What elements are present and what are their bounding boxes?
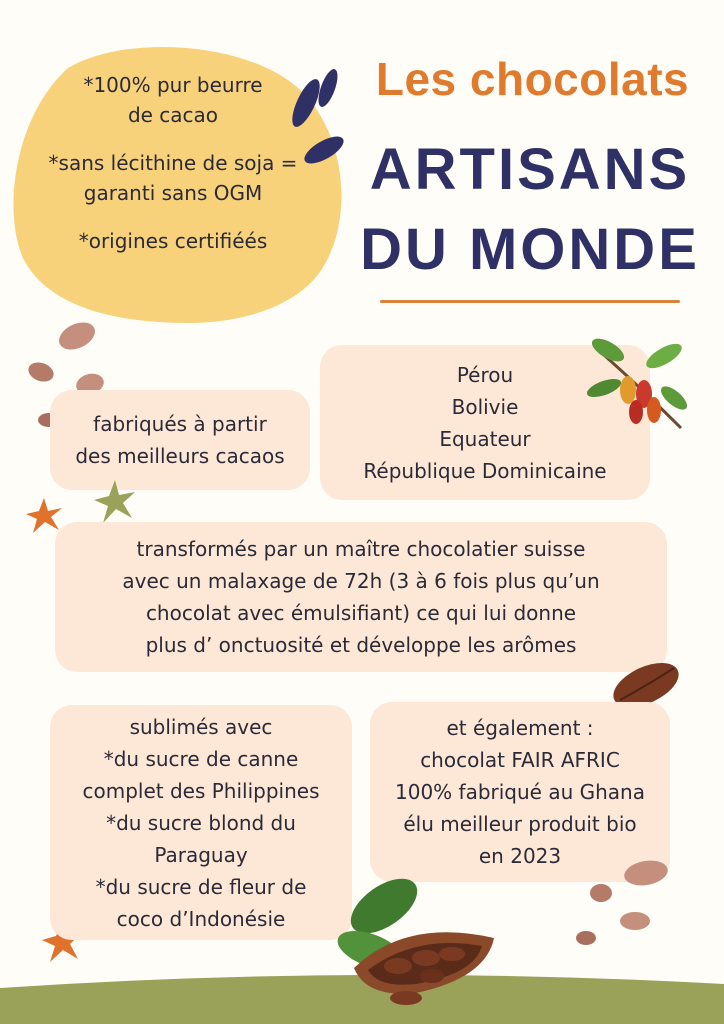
country-item: République Dominicaine (363, 458, 607, 483)
leaf-icon (284, 58, 354, 168)
feature-item: garanti sans OGM (83, 181, 263, 205)
africa-line: élu meilleur produit bio (403, 812, 637, 836)
title-du-monde: DU MONDE (360, 217, 700, 282)
process-line: transformés par un maître chocolatier suisse (136, 537, 586, 561)
title-line-1: Les chocolats (375, 53, 690, 105)
cocoa-bean-icon (26, 358, 56, 386)
country-item: Pérou (456, 362, 514, 387)
origin-line: fabriqués à partir (93, 412, 267, 436)
africa-line: chocolat FAIR AFRIC (420, 748, 620, 772)
sugar-card (50, 705, 352, 940)
feature-item: de cacao (127, 103, 219, 127)
process-card (55, 522, 667, 672)
title-divider (380, 300, 680, 303)
process-line: avec un malaxage de 72h (3 à 6 fois plus qu’un (122, 569, 600, 593)
sugar-line: Paraguay (154, 842, 248, 867)
title-line-2 (360, 135, 700, 285)
feature-item: *origines certifiéés (78, 229, 268, 253)
origin-card (50, 390, 310, 490)
star-icon (92, 478, 138, 526)
cocoa-bean-icon (622, 856, 670, 890)
features-list (28, 70, 318, 256)
process-line: plus d’ onctuosité et développe les arômes (145, 633, 577, 657)
africa-line: et également : (446, 716, 594, 740)
country-item: Bolivie (451, 394, 519, 419)
sugar-line: *du sucre de canne (103, 746, 299, 771)
feature-item: *sans lécithine de soja = (48, 151, 298, 175)
country-item: Equateur (439, 426, 531, 451)
sugar-line: sublimés avec (129, 714, 273, 739)
fair-afric-card (370, 702, 670, 882)
africa-line: en 2023 (478, 844, 562, 868)
cocoa-bean-icon (588, 880, 614, 906)
title-artisans: ARTISANS (369, 137, 691, 202)
africa-line: 100% fabriqué au Ghana (395, 780, 645, 804)
cocoa-bean-icon (618, 908, 652, 934)
sugar-line: *du sucre de fleur de (95, 874, 307, 899)
process-line: chocolat avec émulsifiant) ce qui lui donne (145, 601, 577, 625)
cocoa-pod-icon (336, 858, 506, 1008)
cocoa-bean-icon (574, 928, 598, 948)
origin-line: des meilleurs cacaos (75, 444, 285, 468)
cocoa-branch-icon (586, 328, 692, 438)
star-icon (24, 496, 64, 536)
sugar-line: complet des Philippines (82, 778, 320, 803)
cocoa-bean-icon (56, 318, 98, 354)
feature-item: *100% pur beurre (83, 73, 263, 97)
sugar-line: *du sucre blond du (106, 810, 296, 835)
sugar-line: coco d’Indonésie (116, 906, 286, 931)
